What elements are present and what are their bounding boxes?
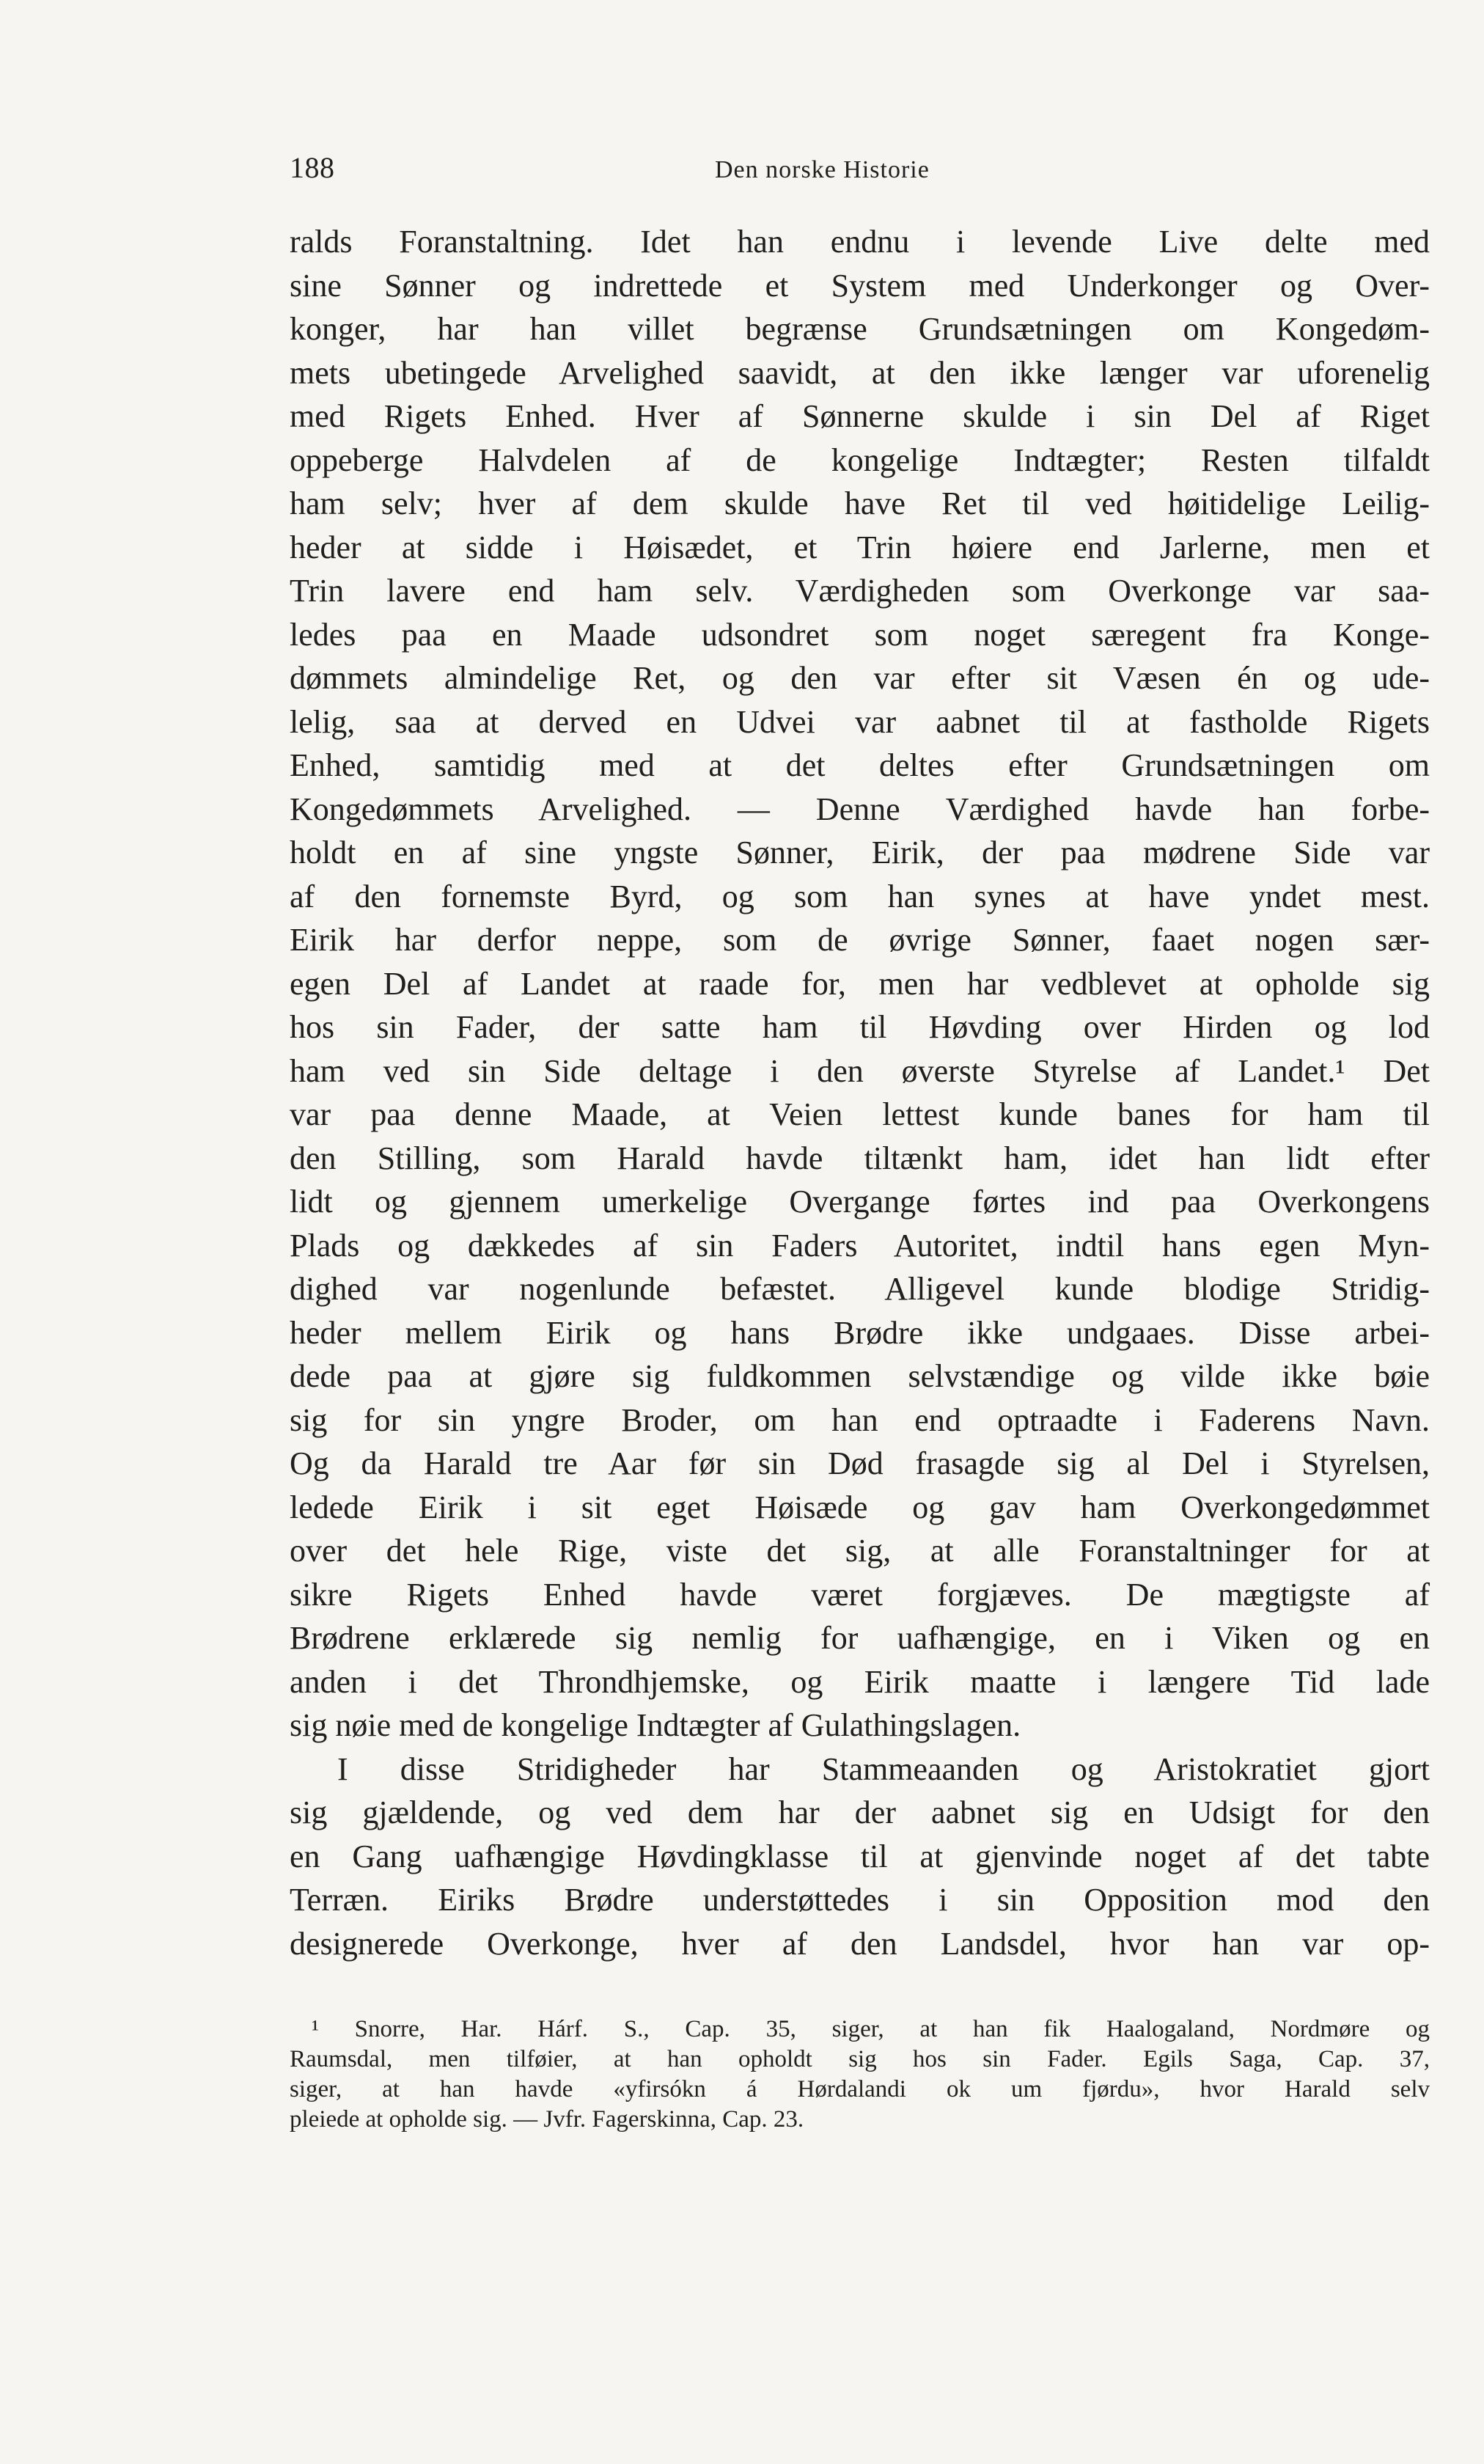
text-line: hos sin Fader, der satte ham til Høvding over Hirden og lod: [290, 1009, 1430, 1045]
text-line: Trin lavere end ham selv. Værdigheden som Overkonge var saa-: [290, 573, 1430, 609]
text-line: sig gjældende, og ved dem har der aabnet sig en Udsigt for den: [290, 1794, 1430, 1830]
text-line: af den fornemste Byrd, og som han synes at have yndet mest.: [290, 878, 1430, 914]
text-line: Terræn. Eiriks Brødre understøttedes i sin Opposition mod den: [290, 1882, 1430, 1918]
text-line: Og da Harald tre Aar før sin Død frasagde sig al Del i Styrelsen,: [290, 1445, 1430, 1481]
text-line: dighed var nogenlunde befæstet. Alligevel kunde blodige Stridig-: [290, 1271, 1430, 1307]
text-line: ledede Eirik i sit eget Høisæde og gav ham Overkongedømmet: [290, 1489, 1430, 1525]
text-line: sine Sønner og indrettede et System med Underkonger og Over-: [290, 267, 1430, 304]
text-line: sig for sin yngre Broder, om han end optraadte i Faderens Navn.: [290, 1401, 1430, 1438]
text-line: Enhed, samtidig med at det deltes efter Grundsætningen om: [290, 747, 1430, 783]
text-line: Plads og dækkedes af sin Faders Autoritet, indtil hans egen Myn-: [290, 1227, 1430, 1264]
text-line: mets ubetingede Arvelighed saavidt, at den ikke længer var uforenelig: [290, 354, 1430, 391]
body-text: [290, 220, 1430, 1965]
footnote-line: ¹ Snorre, Har. Hárf. S., Cap. 35, siger, at han fik Haalogaland, Nordmøre og: [312, 2016, 1430, 2042]
text-line: ham selv; hver af dem skulde have Ret til ved høitidelige Leilig-: [290, 485, 1430, 521]
text-line: Brødrene erklærede sig nemlig for uafhængige, en i Viken og en: [290, 1620, 1430, 1656]
text-line: heder at sidde i Høisædet, et Trin høiere end Jarlerne, men et: [290, 529, 1430, 565]
text-line: konger, har han villet begrænse Grundsætningen om Kongedøm-: [290, 311, 1430, 347]
text-line: sikre Rigets Enhed havde været forgjæves. De mægtigste af: [290, 1576, 1430, 1613]
text-line: designerede Overkonge, hver af den Landsdel, hvor han var op-: [290, 1925, 1430, 1962]
footnote-line: siger, at han havde «yfirsókn á Hørdalandi ok um fjørdu», hvor Harald selv: [290, 2076, 1430, 2102]
text-line: heder mellem Eirik og hans Brødre ikke undgaaes. Disse arbei-: [290, 1314, 1430, 1351]
footnote-line: pleiede at opholde sig. — Jvfr. Fagerskinna, Cap. 23.: [290, 2106, 804, 2133]
text-line: egen Del af Landet at raade for, men har vedblevet at opholde sig: [290, 965, 1430, 1002]
running-head: Den norske Historie: [715, 156, 930, 183]
text-line: over det hele Rige, viste det sig, at alle Foranstaltninger for at: [290, 1533, 1430, 1569]
text-line: holdt en af sine yngste Sønner, Eirik, der paa mødrene Side var: [290, 835, 1430, 870]
text-line: ralds Foranstaltning. Idet han endnu i levende Live delte med: [290, 224, 1430, 260]
text-line: dede paa at gjøre sig fuldkommen selvstændige og vilde ikke bøie: [290, 1358, 1430, 1394]
text-line: en Gang uafhængige Høvdingklasse til at gjenvinde noget af det tabte: [290, 1838, 1430, 1874]
text-line: lidt og gjennem umerkelige Overgange førtes ind paa Overkongens: [290, 1184, 1430, 1220]
page-header: [290, 150, 1430, 194]
text-line: sig nøie med de kongelige Indtægter af Gulathingslagen.: [290, 1707, 1021, 1743]
text-line: I disse Stridigheder har Stammeaanden og Aristokratiet gjort: [337, 1750, 1430, 1787]
page-number: 188: [290, 151, 335, 184]
text-line: den Stilling, som Harald havde tiltænkt ham, idet han lidt efter: [290, 1140, 1430, 1176]
text-line: Eirik har derfor neppe, som de øvrige Sønner, faaet nogen sær-: [290, 922, 1430, 958]
text-line: anden i det Throndhjemske, og Eirik maatte i længere Tid lade: [290, 1663, 1430, 1700]
text-line: var paa denne Maade, at Veien lettest kunde banes for ham til: [290, 1096, 1430, 1132]
text-line: lelig, saa at derved en Udvei var aabnet til at fastholde Rigets: [290, 703, 1430, 740]
footnotes: [290, 2014, 1430, 2135]
text-line: med Rigets Enhed. Hver af Sønnerne skulde i sin Del af Riget: [290, 398, 1430, 434]
text-line: dømmets almindelige Ret, og den var efter sit Væsen én og ude-: [290, 660, 1430, 696]
text-line: ledes paa en Maade udsondret som noget særegent fra Konge-: [290, 616, 1430, 653]
footnote-line: Raumsdal, men tilføier, at han opholdt sig hos sin Fader. Egils Saga, Cap. 37,: [290, 2046, 1430, 2072]
text-line: ham ved sin Side deltage i den øverste Styrelse af Landet.¹ Det: [290, 1052, 1430, 1089]
text-line: oppeberge Halvdelen af de kongelige Indtægter; Resten tilfaldt: [290, 441, 1430, 478]
text-line: Kongedømmets Arvelighed. — Denne Værdighed havde han forbe-: [290, 791, 1430, 827]
